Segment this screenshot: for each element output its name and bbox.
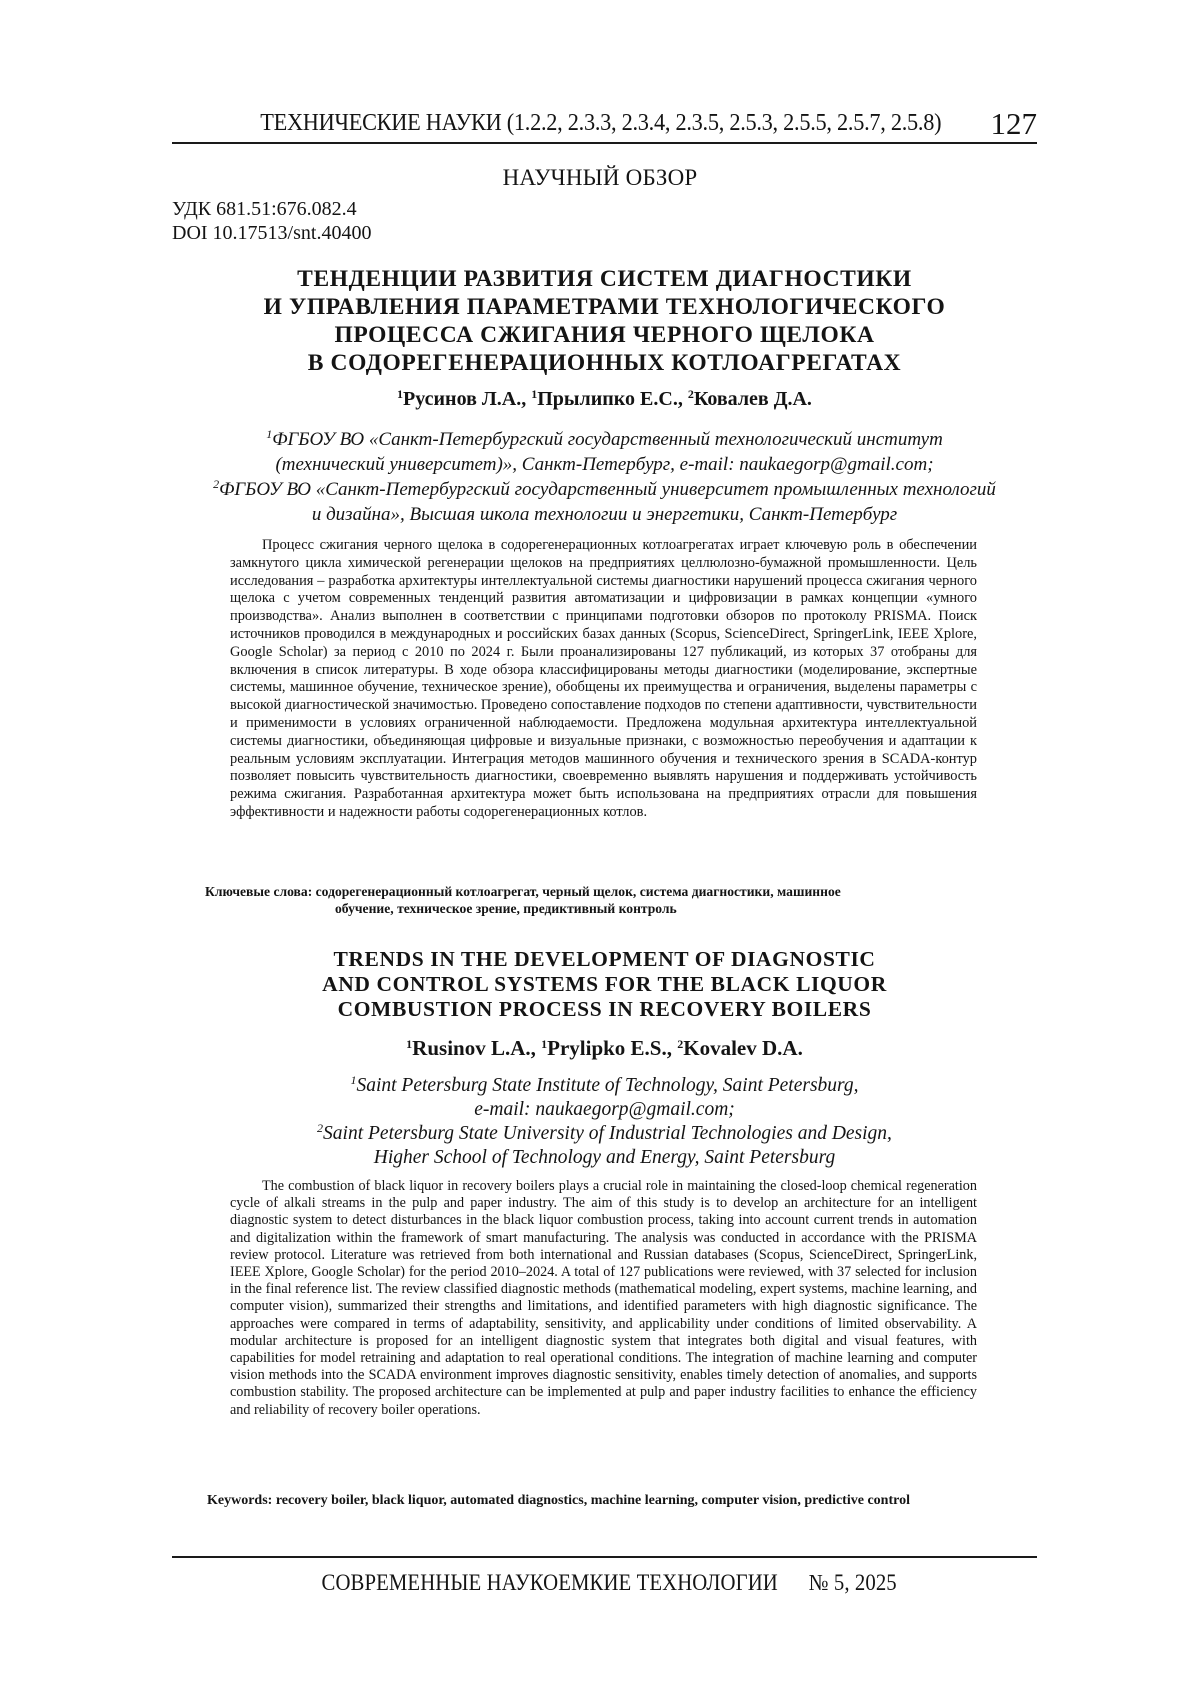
author-name: Прылипко Е.С., xyxy=(537,388,688,410)
affiliation-mark: 1 xyxy=(266,427,273,441)
keywords-ru xyxy=(205,883,1005,917)
affiliation-text: Saint Petersburg State Institute of Technology, Saint Petersburg, xyxy=(356,1075,859,1096)
issue-number: № 5, 2025 xyxy=(808,1570,898,1595)
abstract-en xyxy=(230,1178,977,1419)
running-header xyxy=(172,108,1037,144)
affiliation-line xyxy=(172,1074,1037,1098)
affiliation-line: e-mail: naukaegorp@gmail.com; xyxy=(474,1099,735,1120)
affiliation-text: Saint Petersburg State University of Industrial Technologies and Design, xyxy=(323,1123,892,1144)
affiliation-line: и дизайна», Высшая школа технологии и энергетики, Санкт-Петербург xyxy=(311,504,898,525)
article-title-ru xyxy=(172,265,1037,377)
author-affiliation-mark: 1 xyxy=(541,1037,548,1051)
affiliations-ru xyxy=(172,427,1037,527)
affiliation-line: (технический университет)», Санкт-Петербург, e-mail: naukaegorp@gmail.com; xyxy=(275,454,934,475)
affiliation-line xyxy=(172,477,1037,502)
page-number: 127 xyxy=(990,106,1037,141)
author-affiliation-mark: 2 xyxy=(687,387,694,401)
title-ru-line: В СОДОРЕГЕНЕРАЦИОННЫХ КОТЛОАГРЕГАТАХ xyxy=(307,350,902,376)
section-label: НАУЧНЫЙ ОБЗОР xyxy=(502,165,698,190)
author-affiliation-mark: 2 xyxy=(677,1037,684,1051)
author-affiliation-mark: 1 xyxy=(406,1037,413,1051)
title-ru-line: ТЕНДЕНЦИИ РАЗВИТИЯ СИСТЕМ ДИАГНОСТИКИ xyxy=(297,266,912,292)
author-affiliation-mark: 1 xyxy=(531,387,538,401)
affiliation-line: Higher School of Technology and Energy, Saint Petersburg xyxy=(373,1147,836,1168)
abstract-ru xyxy=(230,537,977,822)
authors-ru xyxy=(172,388,1037,411)
abstract-en-text: The combustion of black liquor in recovery boilers plays a crucial role in maintaining the closed-loop chemical regeneration cycle of alkali streams in the pulp and paper industry. The aim of this study is to develop an architecture for an intelligent diagnostic system to detect disturbances in the black liquor combustion process, taking into account current trends in automation and digitalization within the framework of smart manufacturing. The analysis was conducted in accordance with the PRISMA review protocol. Literature was retrieved from both international and Russian databases (Scopus, ScienceDirect, SpringerLink, IEEE Xplore, Google Scholar) for the period 2010–2024. A total of 127 publications were reviewed, with 37 selected for inclusion in the final reference list. The review classified diagnostic methods (mathematical modeling, expert systems, machine learning, and computer vision), summarized their strengths and limitations, and identified parameters with high diagnostic significance. The approaches were compared in terms of adaptability, sensitivity, and applicability under conditions of limited observability. A modular architecture is proposed for an intelligent diagnostic system that integrates both digital and visual features, with capabilities for model retraining and adaptation to real operational conditions. The integration of machine learning and computer vision methods into the SCADA environment improves diagnostic sensitivity, enables timely detection of anomalies, and supports combustion stability. The proposed architecture can be implemented at pulp and paper industry facilities to enhance the efficiency and reliability of recovery boiler operations. xyxy=(230,1178,977,1418)
affiliation-mark: 1 xyxy=(350,1073,357,1087)
keywords-text-continued: обучение, техническое зрение, предиктивный контроль xyxy=(335,901,677,916)
abstract-ru-text: Процесс сжигания черного щелока в содорегенерационных котлоагрегатах играет ключевую роль в обеспечении замкнутого цикла химической регенерации щелоков на предприятиях целлюлозно-бумажной промышленности. Цель исследования – разработка архитектуры интеллектуальной системы диагностики нарушений процесса сжигания черного щелока с учетом современных тенденций развития автоматизации и цифровизации в рамках концепции «умного производства». Анализ выполнен в соответствии с принципами подготовки обзоров по протоколу PRISMA. Поиск источников проводился в международных и российских базах данных (Scopus, ScienceDirect, SpringerLink, IEEE Xplore, Google Scholar) за период с 2010 по 2024 г. Были проанализированы 127 публикаций, из которых 37 отобраны для включения в список литературы. В ходе обзора классифицированы методы диагностики (моделирование, экспертные системы, машинное обучение, техническое зрение), обобщены их преимущества и ограничения, выделены параметры с высокой диагностической значимостью. Проведено сопоставление подходов по степени адаптивности, чувствительности и применимости в условиях ограниченной наблюдаемости. Предложена модульная архитектура интеллектуальной системы диагностики, объединяющая цифровые и визуальные признаки, с возможностью переобучения и адаптации к реальным условиям эксплуатации. Интеграция методов машинного обучения и технического зрения в SCADA-контур позволяет повысить чувствительность диагностики, своевременно выявлять нарушения и поддерживать устойчивость режима сжигания. Разработанная архитектура может быть использована на предприятиях отрасли для повышения эффективности и надежности работы содорегенерационных котлов. xyxy=(230,537,977,820)
affiliation-text: ФГБОУ ВО «Санкт-Петербургский государственный университет промышленных технологий xyxy=(219,479,996,500)
author-name: Русинов Л.А., xyxy=(403,388,532,410)
running-footer xyxy=(172,1556,1037,1598)
keywords-text: recovery boiler, black liquor, automated diagnostics, machine learning, computer vision, predictive control xyxy=(272,1493,910,1508)
udc-code: УДК 681.51:676.082.4 xyxy=(172,198,357,220)
authors-en xyxy=(172,1036,1037,1061)
footer-text xyxy=(310,1564,900,1596)
affiliation-line xyxy=(172,1122,1037,1146)
author-name: Ковалев Д.А. xyxy=(693,388,812,410)
article-title-en xyxy=(172,947,1037,1022)
running-title: ТЕХНИЧЕСКИЕ НАУКИ (1.2.2, 2.3.3, 2.3.4, 2.3.5, 2.5.3, 2.5.5, 2.5.7, 2.5.8) xyxy=(259,110,941,136)
affiliations-en xyxy=(172,1074,1037,1170)
article-identifiers xyxy=(172,197,371,245)
title-en-line: COMBUSTION PROCESS IN RECOVERY BOILERS xyxy=(337,997,872,1021)
doi: DOI 10.17513/snt.40400 xyxy=(172,222,372,244)
title-en-line: TRENDS IN THE DEVELOPMENT OF DIAGNOSTIC xyxy=(333,947,876,971)
journal-name: СОВРЕМЕННЫЕ НАУКОЕМКИЕ ТЕХНОЛОГИИ xyxy=(321,1570,778,1595)
keywords-text: содорегенерационный котлоагрегат, черный щелок, система диагностики, машинное xyxy=(312,884,841,899)
author-name: Prylipko E.S., xyxy=(547,1036,678,1060)
keywords-en xyxy=(207,1493,1037,1509)
author-name: Kovalev D.A. xyxy=(683,1036,803,1060)
affiliation-mark: 2 xyxy=(317,1121,324,1135)
keywords-label: Ключевые слова: xyxy=(205,884,313,899)
affiliation-mark: 2 xyxy=(213,477,220,491)
title-ru-line: И УПРАВЛЕНИЯ ПАРАМЕТРАМИ ТЕХНОЛОГИЧЕСКОГО xyxy=(263,294,946,320)
title-ru-line: ПРОЦЕССА СЖИГАНИЯ ЧЕРНОГО ЩЕЛОКА xyxy=(334,322,875,348)
author-name: Rusinov L.A., xyxy=(412,1036,542,1060)
affiliation-line xyxy=(172,427,1037,452)
affiliation-text: ФГБОУ ВО «Санкт-Петербургский государственный технологический институт xyxy=(272,429,943,450)
title-en-line: AND CONTROL SYSTEMS FOR THE BLACK LIQUOR xyxy=(322,972,887,996)
author-affiliation-mark: 1 xyxy=(397,387,404,401)
keywords-label: Keywords: xyxy=(207,1493,273,1508)
